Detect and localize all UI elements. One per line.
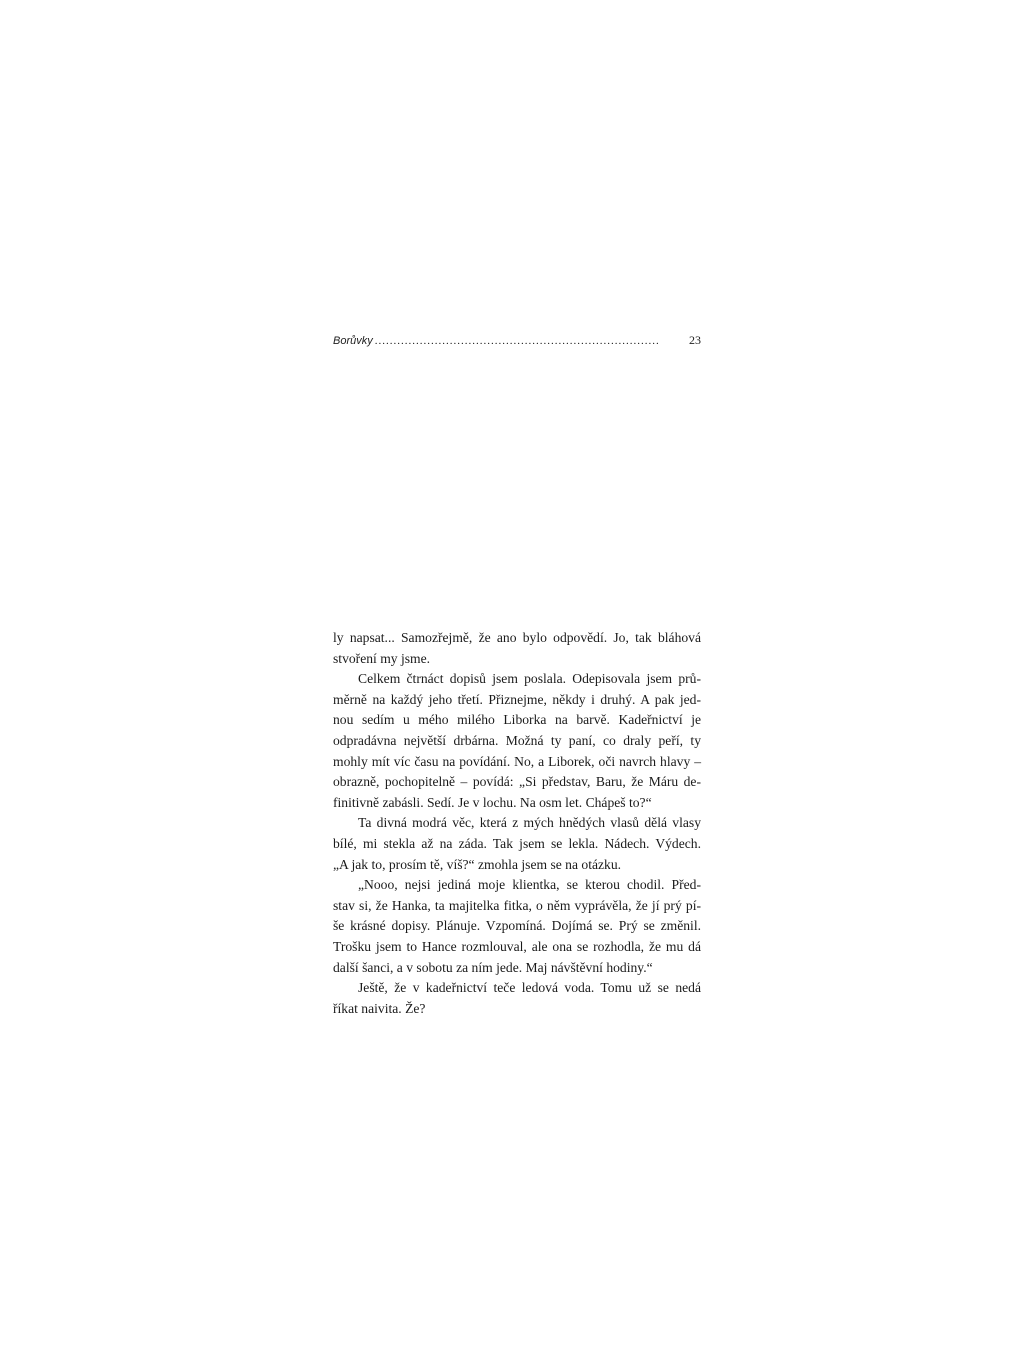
page-number: 23 [689,333,701,347]
text-line: mohly mít víc času na povídání. No, a Liborek, oči navrch hlavy – [333,753,701,769]
text-line: stvoření my jsme. [333,650,431,666]
text-line: Ta divná modrá věc, která z mých hnědých vlasů dělá vlasy [358,815,701,831]
text-line: „A jak to, prosím tě, víš?“ zmohla jsem se na otázku. [333,856,622,872]
running-head [333,333,701,348]
text-line: Trošku jsem to Hance rozmlouval, ale ona se rozhodla, že mu dá [333,938,701,954]
paragraph [333,628,701,669]
text-line: Ještě, že v kadeřnictví teče ledová voda. Tomu už se nedá [358,980,701,996]
dot-leader: ............................................................................ [374,335,660,347]
paragraph [333,978,701,1019]
text-line: obrazně, pochopitelně – povídá: „Si představ, Baru, že Máru de- [333,774,701,790]
text-line: ly napsat... Samozřejmě, že ano bylo odpovědí. Jo, tak bláhová [333,630,701,645]
text-line: Celkem čtrnáct dopisů jsem poslala. Odepisovala jsem prů- [358,671,701,687]
text-line: měrně na každý jeho třetí. Přiznejme, někdy i druhý. A pak jed- [333,691,701,707]
section-title: Borůvky [333,335,373,347]
text-line: bílé, mi stekla až na záda. Tak jsem se lekla. Nádech. Výdech. [333,835,701,851]
paragraph [333,813,701,875]
text-line: še krásné dopisy. Plánuje. Vzpomíná. Dojímá se. Prý se změnil. [333,918,701,934]
text-line: říkat naivita. Že? [333,1000,426,1016]
text-line: stav si, že Hanka, ta majitelka fitka, o něm vyprávěla, že jí prý pí- [333,897,701,913]
text-line: „Nooo, nejsi jediná moje klientka, se kterou chodil. Před- [358,877,701,893]
paragraph [333,669,701,813]
body-text [333,628,701,1019]
paragraph [333,875,701,978]
text-line: finitivně zabásli. Sedí. Je v lochu. Na osm let. Chápeš to?“ [333,794,652,810]
text-line: odpradávna největší drbárna. Možná ty paní, co draly peří, ty [333,732,701,748]
text-line: další šanci, a v sobotu za ním jede. Maj návštěvní hodiny.“ [333,959,653,975]
text-line: nou sedím u mého milého Liborka na barvě. Kadeřnictví je [333,712,701,728]
